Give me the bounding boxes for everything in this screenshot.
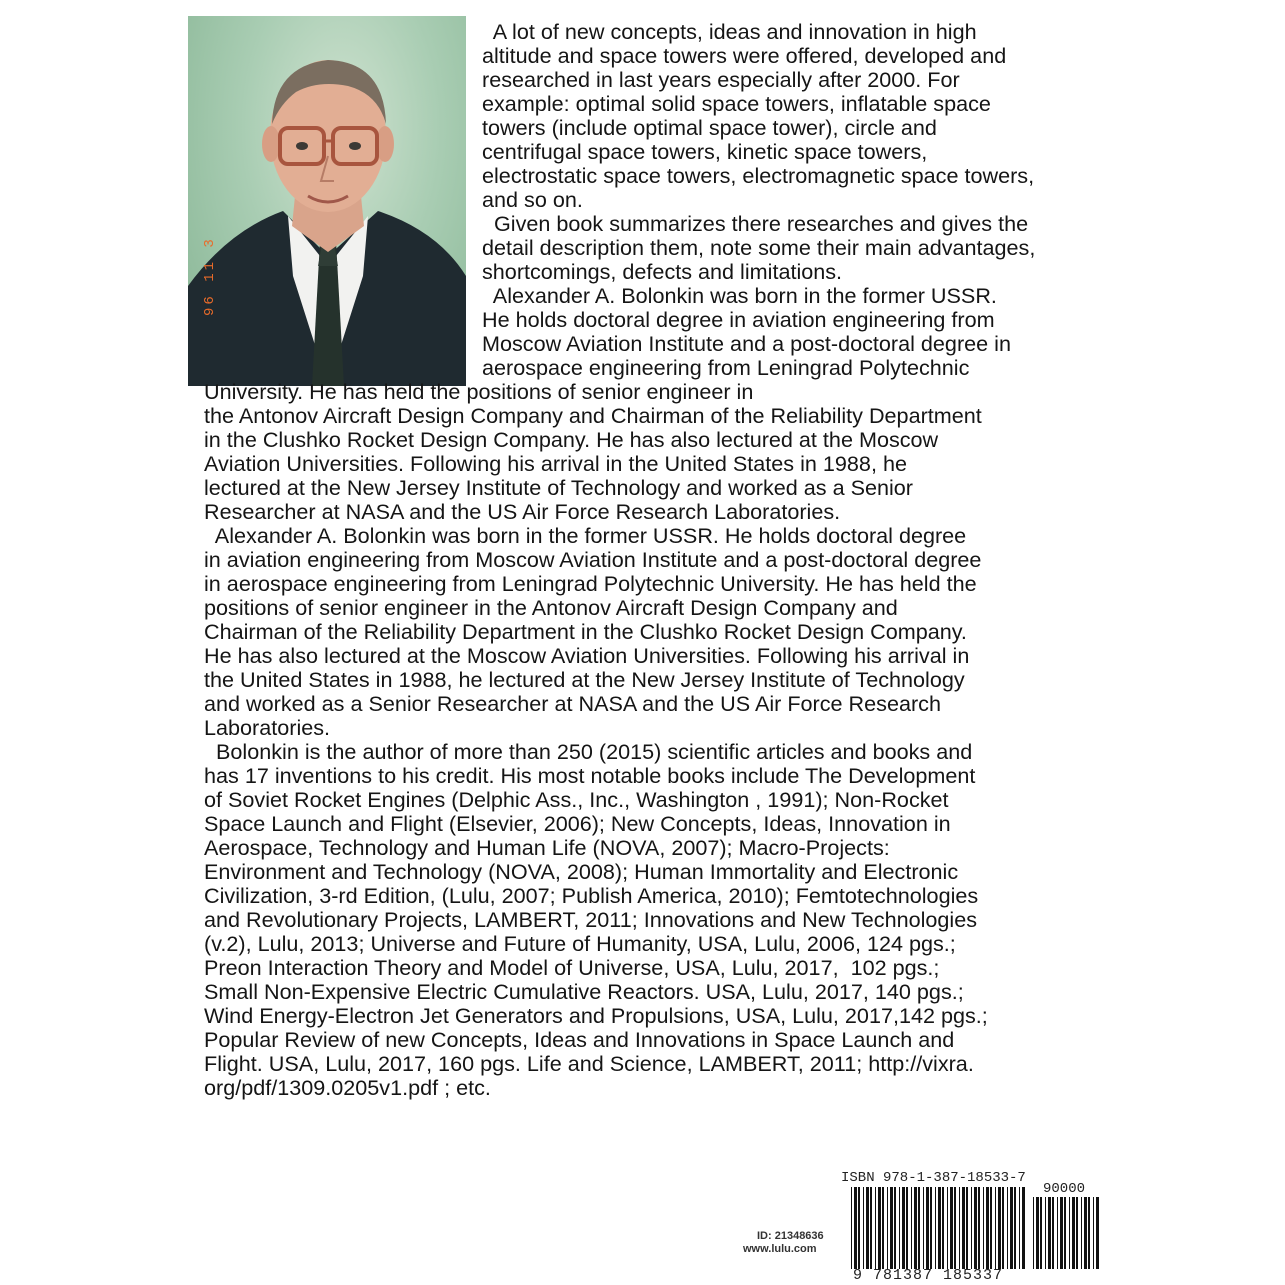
barcode-bar xyxy=(1076,1197,1078,1269)
isbn-label: ISBN 978-1-387-18533-7 xyxy=(841,1170,1026,1186)
barcode-bar xyxy=(1010,1187,1013,1269)
text-line: Alexander A. Bolonkin was born in the former USSR. He holds doctoral degree xyxy=(204,523,967,548)
barcode-bar xyxy=(906,1187,908,1269)
text-line: Popular Review of new Concepts, Ideas and Innovations in Space Launch and xyxy=(204,1027,955,1052)
photo-date-stamp: 96 11 3 xyxy=(202,236,218,316)
barcode-bar xyxy=(890,1187,893,1269)
barcode-bar xyxy=(878,1187,881,1269)
barcode-bar xyxy=(935,1187,936,1269)
text-line: shortcomings, defects and limitations. xyxy=(482,259,843,284)
barcode-bar xyxy=(858,1187,860,1269)
barcode-bar xyxy=(974,1187,977,1269)
barcode-bar xyxy=(930,1187,932,1269)
barcode-bar xyxy=(854,1187,857,1269)
barcode-bar xyxy=(947,1187,948,1269)
text-line: and worked as a Senior Researcher at NASA and the US Air Force Research xyxy=(204,691,941,716)
barcode-bar xyxy=(986,1187,989,1269)
barcode-bar xyxy=(870,1187,872,1269)
text-line: Bolonkin is the author of more than 250 (2015) scientific articles and books and xyxy=(204,739,973,764)
text-line: towers (include optimal space tower), circle and xyxy=(482,115,937,140)
text-line: electrostatic space towers, electromagnetic space towers, xyxy=(482,163,1035,188)
barcode-bar xyxy=(971,1187,972,1269)
barcode-bar xyxy=(1036,1197,1039,1269)
text-line: A lot of new concepts, ideas and innovation in high xyxy=(482,19,977,44)
barcode-bar xyxy=(1093,1197,1094,1269)
barcode-bar xyxy=(894,1187,896,1269)
barcode-bar xyxy=(926,1187,929,1269)
barcode-bar xyxy=(1081,1197,1082,1269)
price-code: 90000 xyxy=(1043,1181,1086,1197)
barcode-bar xyxy=(978,1187,980,1269)
barcode-bar xyxy=(1096,1197,1099,1269)
text-line: of Soviet Rocket Engines (Delphic Ass., Inc., Washington , 1991); Non-Rocket xyxy=(204,787,949,812)
barcode-bar xyxy=(1040,1197,1042,1269)
text-line: altitude and space towers were offered, developed and xyxy=(482,43,1007,68)
text-line: org/pdf/1309.0205v1.pdf ; etc. xyxy=(204,1075,491,1100)
barcode-bar xyxy=(998,1187,1001,1269)
text-line: Flight. USA, Lulu, 2017, 160 pgs. Life and Science, LAMBERT, 2011; http://vixra. xyxy=(204,1051,974,1076)
text-line: in the Clushko Rocket Design Company. He has also lectured at the Moscow xyxy=(204,427,939,452)
barcode-bar xyxy=(1052,1197,1054,1269)
barcode-bar xyxy=(1007,1187,1008,1269)
ean-digits: 9 781387 185337 xyxy=(853,1267,1004,1284)
barcode-bar xyxy=(1048,1197,1051,1269)
text-line: positions of senior engineer in the Antonov Aircraft Design Company and xyxy=(204,595,898,620)
text-line: Preon Interaction Theory and Model of Universe, USA, Lulu, 2017, 102 pgs.; xyxy=(204,955,940,980)
barcode-bar xyxy=(959,1187,960,1269)
text-line: University. He has held the positions of senior engineer in xyxy=(204,379,754,404)
barcode-bar xyxy=(938,1187,941,1269)
text-line: the Antonov Aircraft Design Company and Chairman of the Reliability Department xyxy=(204,403,982,428)
text-line: in aerospace engineering from Leningrad Polytechnic University. He has held the xyxy=(204,571,977,596)
barcode-bar xyxy=(983,1187,984,1269)
text-line: Aerospace, Technology and Human Life (NOVA, 2007); Macro-Projects: xyxy=(204,835,890,860)
barcode-bar xyxy=(875,1187,876,1269)
barcode-bar xyxy=(866,1187,869,1269)
text-line: and so on. xyxy=(482,187,583,212)
barcode-bar xyxy=(1084,1197,1087,1269)
barcode-bar xyxy=(962,1187,965,1269)
barcode-bar xyxy=(902,1187,905,1269)
barcode-bar xyxy=(1069,1197,1070,1269)
text-line: Laboratories. xyxy=(204,715,331,740)
barcode-bar xyxy=(899,1187,900,1269)
barcode-bar xyxy=(1060,1197,1063,1269)
barcode-bar xyxy=(954,1187,956,1269)
text-line: Wind Energy-Electron Jet Generators and Propulsions, USA, Lulu, 2017,142 pgs.; xyxy=(204,1003,988,1028)
barcode-bar xyxy=(918,1187,920,1269)
text-line: Space Launch and Flight (Elsevier, 2006); New Concepts, Ideas, Innovation in xyxy=(204,811,951,836)
barcode-bar xyxy=(1033,1197,1034,1269)
barcode-bar xyxy=(914,1187,917,1269)
barcode-bar xyxy=(1022,1187,1025,1269)
text-line: Chairman of the Reliability Department in the Clushko Rocket Design Company. xyxy=(204,619,967,644)
text-line: Given book summarizes there researches and gives the xyxy=(482,211,1029,236)
barcode-bar xyxy=(863,1187,864,1269)
barcode-bar xyxy=(851,1187,852,1269)
barcode-bar xyxy=(1014,1187,1016,1269)
text-line: Aviation Universities. Following his arrival in the United States in 1988, he xyxy=(204,451,907,476)
barcode-bar xyxy=(950,1187,953,1269)
text-line: in aviation engineering from Moscow Aviation Institute and a post-doctoral degree xyxy=(204,547,982,572)
text-line: Small Non-Expensive Electric Cumulative Reactors. USA, Lulu, 2017, 140 pgs.; xyxy=(204,979,964,1004)
barcode-bar xyxy=(1088,1197,1090,1269)
barcode-bar xyxy=(1019,1187,1020,1269)
barcode-bar xyxy=(995,1187,996,1269)
lulu-id: ID: 21348636 xyxy=(757,1230,824,1242)
text-line: Moscow Aviation Institute and a post-doctoral degree in xyxy=(482,331,1011,356)
text-line: researched in last years especially after 2000. For xyxy=(482,67,960,92)
barcode-bar xyxy=(1045,1197,1046,1269)
barcode-bar xyxy=(1064,1197,1066,1269)
text-line: the United States in 1988, he lectured at the New Jersey Institute of Technology xyxy=(204,667,965,692)
text-line: lectured at the New Jersey Institute of Technology and worked as a Senior xyxy=(204,475,913,500)
text-line: detail description them, note some their main advantages, xyxy=(482,235,1036,260)
text-line: Civilization, 3-rd Edition, (Lulu, 2007; Publish America, 2010); Femtotechnologies xyxy=(204,883,979,908)
barcode-bar xyxy=(990,1187,992,1269)
barcode-bar xyxy=(911,1187,912,1269)
text-line: and Revolutionary Projects, LAMBERT, 2011; Innovations and New Technologies xyxy=(204,907,978,932)
barcode-bar xyxy=(882,1187,884,1269)
barcode-bar xyxy=(923,1187,924,1269)
text-line: Alexander A. Bolonkin was born in the former USSR. xyxy=(482,283,997,308)
text-line: has 17 inventions to his credit. His most notable books include The Development xyxy=(204,763,976,788)
price-barcode xyxy=(1033,1197,1101,1269)
barcode-bar xyxy=(966,1187,968,1269)
barcode-bar xyxy=(942,1187,944,1269)
barcode-bar xyxy=(1072,1197,1075,1269)
barcode-bar xyxy=(1002,1187,1004,1269)
text-line: He holds doctoral degree in aviation engineering from xyxy=(482,307,995,332)
text-line: He has also lectured at the Moscow Aviation Universities. Following his arrival in xyxy=(204,643,970,668)
text-line: Environment and Technology (NOVA, 2008); Human Immortality and Electronic xyxy=(204,859,959,884)
ean-barcode xyxy=(851,1187,1026,1269)
lulu-website: www.lulu.com xyxy=(743,1243,817,1255)
text-line: centrifugal space towers, kinetic space towers, xyxy=(482,139,928,164)
barcode-bar xyxy=(1057,1197,1058,1269)
text-line: example: optimal solid space towers, inflatable space xyxy=(482,91,991,116)
text-line: aerospace engineering from Leningrad Polytechnic xyxy=(482,355,970,380)
barcode-bar xyxy=(887,1187,888,1269)
text-line: Researcher at NASA and the US Air Force Research Laboratories. xyxy=(204,499,841,524)
text-line: (v.2), Lulu, 2013; Universe and Future of Humanity, USA, Lulu, 2006, 124 pgs.; xyxy=(204,931,956,956)
